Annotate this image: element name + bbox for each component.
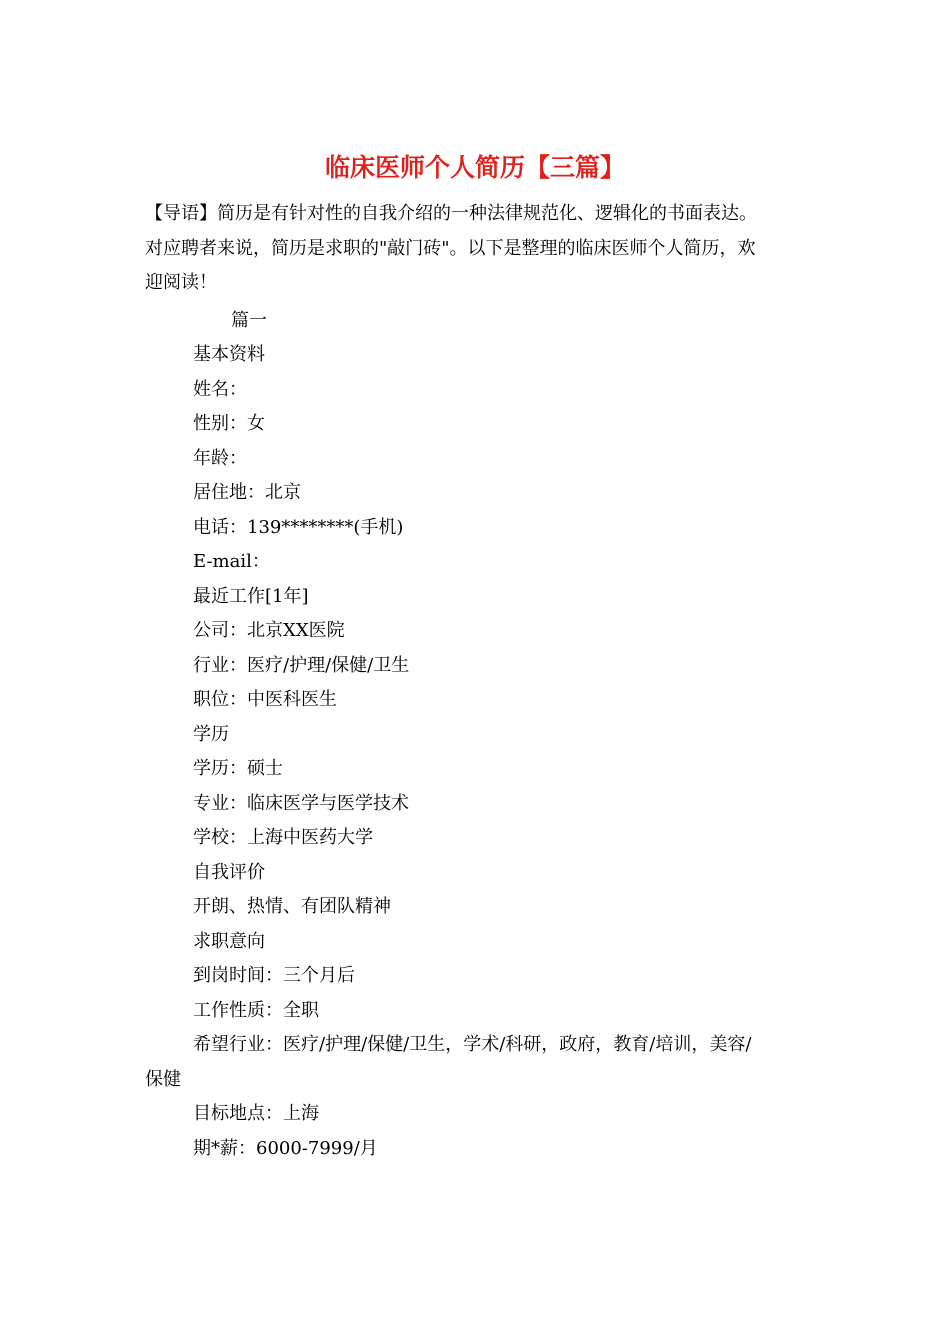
- section-label-job-intention: 求职意向: [193, 930, 265, 952]
- section-label-education: 学历: [193, 723, 229, 745]
- field-job-type: 工作性质：全职: [193, 999, 319, 1021]
- intro-line: 对应聘者来说，简历是求职的"敲门砖"。以下是整理的临床医师个人简历，欢: [145, 237, 756, 259]
- section-heading: 篇一: [231, 310, 267, 331]
- field-name: 姓名：: [193, 378, 247, 400]
- field-phone: 电话：139********(手机): [193, 516, 404, 538]
- field-expected-salary: 期*薪：6000-7999/月: [193, 1137, 378, 1159]
- section-label-recent-work: 最近工作[1年]: [193, 585, 309, 607]
- document-title: 临床医师个人简历【三篇】: [324, 153, 625, 182]
- intro-line: 【导语】简历是有针对性的自我介绍的一种法律规范化、逻辑化的书面表达。: [145, 203, 757, 224]
- field-gender: 性别：女: [193, 413, 265, 434]
- resume-body: [145, 338, 815, 1166]
- field-industry: 行业：医疗/护理/保健/卫生: [193, 654, 410, 676]
- field-major: 专业：临床医学与医学技术: [193, 792, 409, 814]
- section-label-basic-info: 基本资料: [193, 344, 265, 365]
- field-desired-industry: 希望行业：医疗/护理/保健/卫生，学术/科研，政府，教育/培训，美容/: [193, 1034, 752, 1055]
- field-degree: 学历：硕士: [193, 758, 283, 779]
- intro-line: 迎阅读！: [145, 272, 217, 293]
- field-company: 公司：北京XX医院: [193, 620, 345, 641]
- field-school: 学校：上海中医药大学: [193, 827, 373, 848]
- section-label-self-evaluation: 自我评价: [193, 861, 265, 883]
- field-residence: 居住地：北京: [193, 482, 301, 503]
- field-target-location: 目标地点：上海: [193, 1103, 319, 1124]
- field-self-evaluation: 开朗、热情、有团队精神: [193, 896, 391, 917]
- field-email: E-mail：: [193, 551, 270, 572]
- field-age: 年龄：: [193, 447, 247, 469]
- field-position: 职位：中医科医生: [193, 689, 337, 710]
- field-start-time: 到岗时间：三个月后: [193, 965, 355, 986]
- field-desired-industry-continued: 保健: [145, 1068, 181, 1090]
- intro-paragraph: [145, 197, 815, 301]
